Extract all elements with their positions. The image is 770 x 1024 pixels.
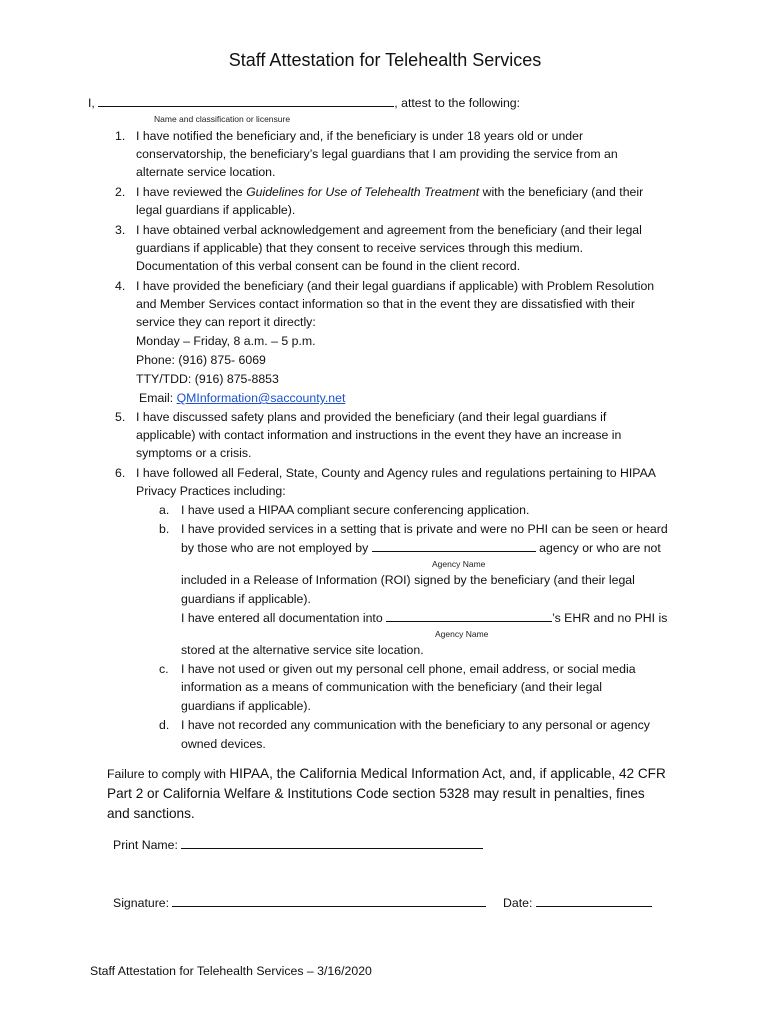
date-row [503,894,652,912]
guidelines-title: Guidelines for Use of Telehealth Treatment [246,185,480,199]
item-5-line-1: I have discussed safety plans and provided the beneficiary (and their legal guardians if [136,410,607,424]
sub-c-line-2: information as a means of communication with the beneficiary (and their legal [181,680,603,694]
item-5-line-2: applicable) with contact information and instructions in the event they have an increase in [136,428,622,442]
item-6-line-1: I have followed all Federal, State, County and Agency rules and regulations pertaining to HIPAA [136,466,656,480]
sub-b-line-5: I have entered all documentation into ’s EHR and no PHI is [181,611,668,625]
sub-b-line-2: by those who are not employed by agency or who are not [181,541,661,555]
sub-c-line-1: I have not used or given out my personal cell phone, email address, or social media [181,662,636,676]
agency-caption-1: Agency Name [432,559,486,569]
item-number-6: 6. [115,466,126,480]
item-6-line-2: Privacy Practices including: [136,484,286,498]
sub-d-line-1: I have not recorded any communication with the beneficiary to any personal or agency [181,718,650,732]
item-4-line-3: service they can report it directly: [136,315,316,329]
signature-label: Signature: [113,896,170,910]
signature-row [113,894,486,912]
tty-number: TTY/TDD: (916) 875-8853 [136,372,279,386]
item-4-line-1: I have provided the beneficiary (and their legal guardians if applicable) with Problem Resolution [136,279,655,293]
sub-b-line-1: I have provided services in a setting that is private and were no PHI can be seen or heard [181,522,668,536]
sub-b-line-3: included in a Release of Information (ROI) signed by the beneficiary (and their legal [181,573,635,587]
print-name-input[interactable] [181,836,483,849]
item-5-line-3: symptoms or a crisis. [136,446,252,460]
item-number-3: 3. [115,223,126,237]
sub-letter-a: a. [159,503,170,517]
name-licensure-field[interactable] [98,94,394,107]
intro-suffix: , attest to the following: [394,96,521,110]
intro-prefix: I, [88,96,95,110]
item-1-line-3: alternate service location. [136,165,276,179]
item-number-5: 5. [115,410,126,424]
item-3-line-1: I have obtained verbal acknowledgement and agreement from the beneficiary (and their legal [136,223,642,237]
warning-line-1: Failure to comply with HIPAA, the California Medical Information Act, and, if applicable, 42 CFR [107,766,666,781]
item-number-1: 1. [115,129,126,143]
email-line: Email: QMInformation@saccounty.net [139,391,346,405]
date-label: Date: [503,896,533,910]
sub-b-line-4: guardians if applicable). [181,592,311,606]
sub-d-line-2: owned devices. [181,737,266,751]
service-hours: Monday – Friday, 8 a.m. – 5 p.m. [136,334,316,348]
date-input[interactable] [536,894,652,907]
agency-name-field-2[interactable] [386,609,552,622]
sub-b-line-6: stored at the alternative service site location. [181,643,424,657]
warning-line-2: Part 2 or California Welfare & Institutions Code section 5328 may result in penalties, fines [107,786,645,801]
sub-c-line-3: guardians if applicable). [181,699,311,713]
sub-letter-d: d. [159,718,170,732]
attestation-intro [88,94,520,112]
sub-letter-b: b. [159,522,170,536]
item-3-line-3: Documentation of this verbal consent can be found in the client record. [136,259,521,273]
item-3-line-2: guardians if applicable) that they consent to receive services through this medium. [136,241,584,255]
signature-input[interactable] [172,894,486,907]
agency-name-field-1[interactable] [372,539,536,552]
item-2-line-2: legal guardians if applicable). [136,203,296,217]
page-title: Staff Attestation for Telehealth Services [228,50,542,70]
email-link[interactable]: QMInformation@saccounty.net [176,391,346,405]
item-1-line-1: I have notified the beneficiary and, if the beneficiary is under 18 years old or under [136,129,584,143]
print-name-row [113,836,483,854]
page-footer: Staff Attestation for Telehealth Services – 3/16/2020 [90,964,372,978]
item-number-2: 2. [115,185,126,199]
sub-letter-c: c. [159,662,169,676]
item-number-4: 4. [115,279,126,293]
warning-line-3: and sanctions. [107,806,195,821]
phone-number: Phone: (916) 875- 6069 [136,353,266,367]
item-1-line-2: conservatorship, the beneficiary’s legal guardians that I am providing the service from an [136,147,618,161]
name-field-caption: Name and classification or licensure [154,114,291,124]
item-2-line-1: I have reviewed the Guidelines for Use of Telehealth Treatment with the beneficiary (and their [136,185,644,199]
print-name-label: Print Name: [113,838,178,852]
agency-caption-2: Agency Name [435,629,489,639]
item-4-line-2: and Member Services contact information so that in the event they are dissatisfied with their [136,297,635,311]
sub-a-text: I have used a HIPAA compliant secure conferencing application. [181,503,530,517]
